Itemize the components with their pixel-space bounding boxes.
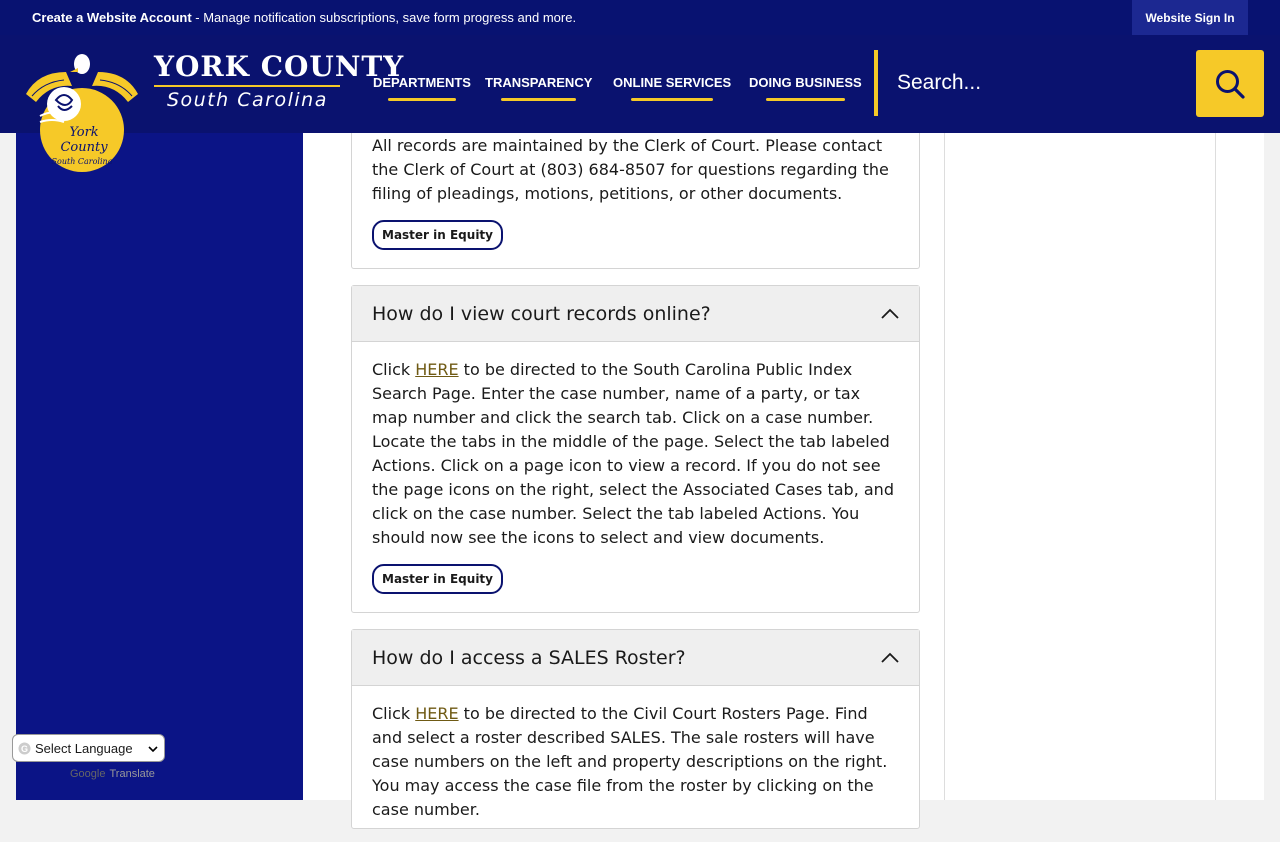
svg-text:County: County xyxy=(60,140,108,155)
faq-answer-text: All records are maintained by the Clerk of Court. Please contact the Clerk of Court at (803) 684-8507 for questions regarding the filing of pleadings, motions, petitions, or other documents. xyxy=(372,136,889,203)
chevron-up-icon xyxy=(881,308,899,319)
chevron-down-icon xyxy=(148,746,158,753)
search-icon xyxy=(1214,68,1246,100)
svg-text:York: York xyxy=(69,125,99,140)
faq-answer xyxy=(352,686,919,842)
powered-by-google: Google Translate xyxy=(70,768,155,780)
svg-text:G: G xyxy=(20,744,29,754)
county-seal-logo[interactable] xyxy=(22,50,142,174)
faq-question: How do I access a SALES Roster? xyxy=(372,646,686,669)
faq-item xyxy=(351,629,920,829)
brand-title: YORK COUNTY xyxy=(154,50,405,83)
faq-question-header[interactable] xyxy=(352,286,919,342)
faq-category-tag[interactable]: Master in Equity xyxy=(372,564,503,594)
google-translate-widget xyxy=(12,734,165,780)
create-account-link[interactable]: Create a Website Account xyxy=(32,10,192,25)
nav-departments[interactable]: DEPARTMENTS xyxy=(373,75,471,101)
chevron-up-icon xyxy=(881,652,899,663)
faq-answer-text: Click HERE to be directed to the Civil Court Rosters Page. Find and select a roster described SALES. The sale rosters will have case numbers on the left and property descriptions on the right. You may access the case file from the roster by clicking on the case number. xyxy=(372,704,888,819)
brand-subtitle: South Carolina xyxy=(167,89,328,111)
notification-bar xyxy=(0,0,1280,35)
here-link[interactable]: HERE xyxy=(415,360,459,379)
faq-answer xyxy=(352,110,919,270)
search-button[interactable] xyxy=(1196,50,1264,117)
nav-doing-business[interactable]: DOING BUSINESS xyxy=(749,75,862,101)
notification-message: Create a Website Account - Manage notification subscriptions, save form progress and more. xyxy=(32,10,577,25)
faq-answer-text: Click HERE to be directed to the South Carolina Public Index Search Page. Enter the case number, name of a party, or tax map number and click the search tab. Click on a case number. Locate the tabs in the middle of the page. Select the tab labeled Actions. Click on a page icon to view a record. If you do not see the page icons on the right, select the Associated Cases tab, and click on the case number. Select the tab labeled Actions. You should now see the icons to select and view documents. xyxy=(372,360,894,547)
faq-category-tag[interactable]: Master in Equity xyxy=(372,220,503,250)
svg-text:South Carolina: South Carolina xyxy=(51,157,113,166)
nav-online-services[interactable]: ONLINE SERVICES xyxy=(613,75,731,101)
nav-transparency[interactable]: TRANSPARENCY xyxy=(485,75,592,101)
faq-answer xyxy=(352,342,919,614)
faq-item xyxy=(351,110,920,269)
brand-divider xyxy=(154,85,340,87)
google-g-icon xyxy=(18,742,31,755)
right-panel xyxy=(944,133,1216,800)
site-brand[interactable] xyxy=(154,50,404,111)
faq-item xyxy=(351,285,920,613)
search-divider xyxy=(874,50,878,116)
translate-link[interactable]: Translate xyxy=(109,768,155,780)
search-input[interactable] xyxy=(882,50,1188,116)
faq-question: How do I view court records online? xyxy=(372,302,711,325)
faq-question-header[interactable] xyxy=(352,630,919,686)
language-select[interactable]: G Select Language xyxy=(12,734,165,762)
here-link[interactable]: HERE xyxy=(415,704,459,723)
website-sign-in-button[interactable]: Website Sign In xyxy=(1132,0,1248,35)
